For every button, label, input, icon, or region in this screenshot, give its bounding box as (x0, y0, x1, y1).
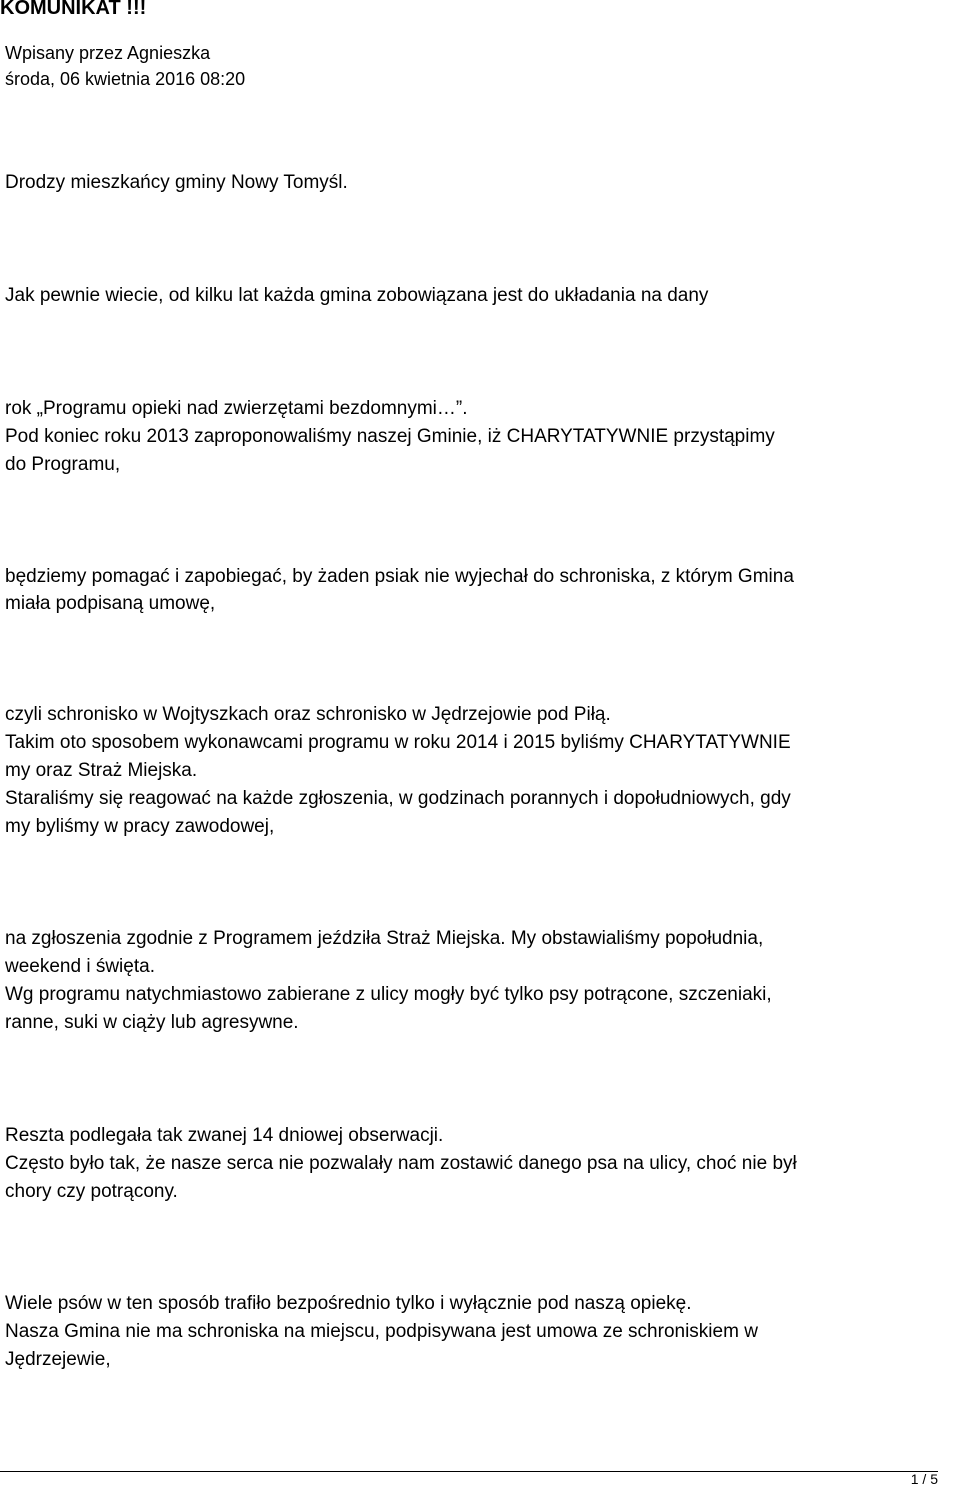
text-line: będziemy pomagać i zapobiegać, by żaden psiak nie wyjechał do schroniska, z którym Gmina (5, 566, 794, 587)
text-line: Nasza Gmina nie ma schroniska na miejscu, podpisywana jest umowa ze schroniskiem w (5, 1321, 758, 1342)
text-line: Drodzy mieszkańcy gminy Nowy Tomyśl. (5, 172, 348, 193)
date-line: środa, 06 kwietnia 2016 08:20 (5, 69, 246, 89)
text-line: Jędrzejewie, (5, 1349, 111, 1370)
text-line: na zgłoszenia zgodnie z Programem jeździła Straż Miejska. My obstawialiśmy popołudnia, (5, 928, 764, 949)
text-line: Takim oto sposobem wykonawcami programu w roku 2014 i 2015 byliśmy CHARYTATYWNIE (5, 732, 791, 753)
text-line: my byliśmy w pracy zawodowej, (5, 816, 275, 837)
text-line: Pod koniec roku 2013 zaproponowaliśmy naszej Gminie, iż CHARYTATYWNIE przystąpimy (5, 426, 775, 447)
text-line: Reszta podlegała tak zwanej 14 dniowej obserwacji. (5, 1125, 444, 1146)
text-line: miała podpisaną umowę, (5, 593, 216, 614)
text-line: Często było tak, że nasze serca nie pozwalały nam zostawić danego psa na ulicy, choć nie był (5, 1153, 797, 1174)
text-line: do Programu, (5, 454, 121, 475)
text-line: Staraliśmy się reagować na każde zgłoszenia, w godzinach porannych i dopołudniowych, gdy (5, 788, 791, 809)
text-line: chory czy potrącony. (5, 1181, 178, 1202)
text-line: Wiele psów w ten sposób trafiło bezpośrednio tylko i wyłącznie pod naszą opiekę. (5, 1293, 692, 1314)
text-line: weekend i święta. (5, 956, 155, 977)
text-line: czyli schronisko w Wojtyszkach oraz schronisko w Jędrzejowie pod Piłą. (5, 704, 611, 725)
text-line: ranne, suki w ciąży lub agresywne. (5, 1012, 299, 1033)
text-line: Wg programu natychmiastowo zabierane z ulicy mogły być tylko psy potrącone, szczeniaki, (5, 984, 772, 1005)
document-title: KOMUNIKAT !!! (0, 0, 147, 19)
author-line: Wpisany przez Agnieszka (5, 43, 211, 63)
footer-divider (0, 1471, 938, 1472)
text-line: rok „Programu opieki nad zwierzętami bezdomnymi…”. (5, 398, 468, 419)
page-number: 1 / 5 (910, 1471, 938, 1487)
text-line: Jak pewnie wiecie, od kilku lat każda gmina zobowiązana jest do układania na dany (5, 285, 709, 306)
text-line: my oraz Straż Miejska. (5, 760, 198, 781)
